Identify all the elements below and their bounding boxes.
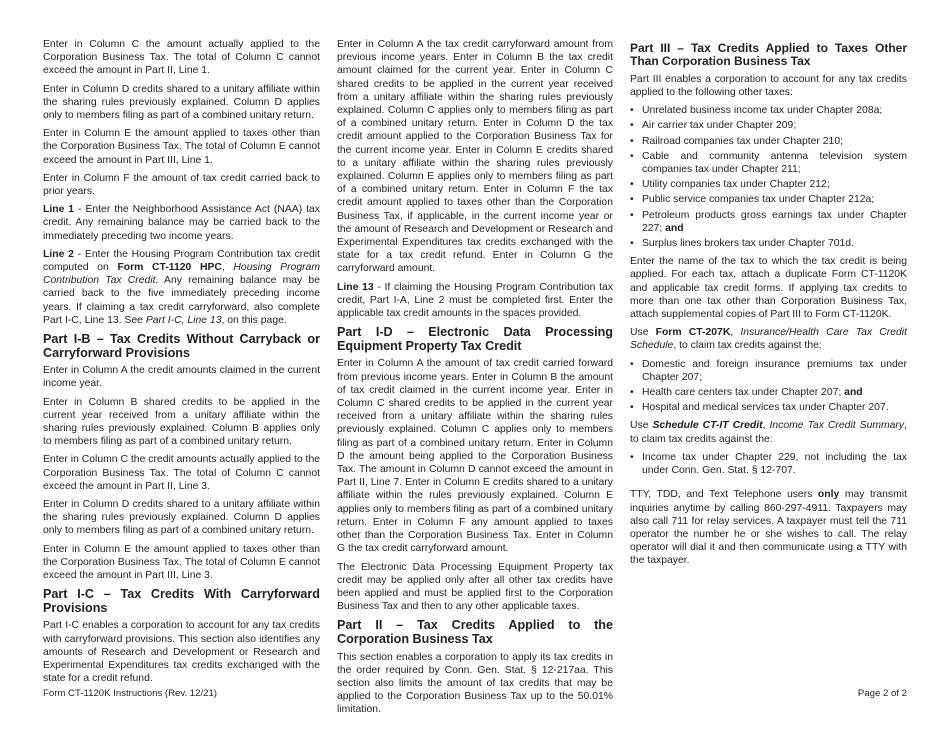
bullet-icon: •: [630, 209, 634, 221]
col1-paragraph: Enter in Column F the amount of tax credit carried back to prior years.: [43, 172, 320, 198]
part-iii-paragraph: Part III enables a corporation to account for any tax credits applied to the following other taxes:: [630, 73, 907, 99]
part-i-b-paragraph: Enter in Column C the credit amounts actually applied to the Corporation Business Tax. The total of Column C cannot exceed the amount in Part II, Line 3.: [43, 454, 320, 492]
bullet-icon: •: [630, 194, 634, 206]
list-item: • Income tax under Chapter 229, not including the tax under Conn. Gen. Stat. § 12-707.: [630, 451, 907, 477]
part-i-b-paragraph: Enter in Column D credits shared to a unitary affiliate within the sharing rules previously explained. Column D applies only to members filing as part of a combined unitary return.: [43, 499, 320, 537]
list-item: • Health care centers tax under Chapter 207; and: [630, 387, 863, 399]
form-title: Insurance/Health Care Tax Credit Schedule: [630, 327, 907, 352]
bullet-icon: •: [630, 179, 634, 191]
form-revision-footer: Form CT-1120K Instructions (Rev. 12/21): [43, 688, 217, 699]
bullet-icon: •: [630, 238, 634, 250]
other-taxes-list: [630, 104, 907, 250]
list-item: • Public service companies tax under Chapter 212a;: [630, 194, 875, 206]
and-word: and: [665, 222, 684, 234]
bullet-icon: •: [630, 120, 634, 132]
cross-reference: Part I-C, Line 13: [145, 314, 222, 326]
bullet-icon: •: [630, 358, 634, 370]
part-i-b-paragraph: Enter in Column B shared credits to be applied in the current year received from a unitary affiliate within the sharing rules previously explained. Column B applies only to members filing as part of a combined unitary return.: [43, 396, 320, 448]
line-13-instruction: Line 13 - If claiming the Housing Program Contribution tax credit, Part I-A, Line 2 must be completed first. Enter the applicable tax credit amounts in the spaces provided.: [337, 281, 613, 320]
list-item: • Utility companies tax under Chapter 212;: [630, 179, 830, 191]
list-item: • Air carrier tax under Chapter 209;: [630, 120, 797, 132]
bullet-icon: •: [630, 135, 634, 147]
insurance-taxes-list: [630, 358, 907, 415]
only-word: only: [817, 489, 840, 501]
part-i-b-paragraph: Enter in Column A the credit amounts claimed in the current income year.: [43, 365, 320, 390]
col1-paragraph: Enter in Column D credits shared to a unitary affiliate within the sharing rules previously explained. Column D applies only to members filing as part of a combined unitary return.: [43, 83, 320, 122]
list-item: • Unrelated business income tax under Chapter 208a;: [630, 105, 883, 117]
column-1: [43, 38, 320, 691]
list-item: • Domestic and foreign insurance premiums tax under Chapter 207;: [630, 358, 907, 383]
column-3: [630, 38, 907, 573]
list-item: • Railroad companies tax under Chapter 210;: [630, 135, 844, 147]
use-form-ct-207k: Use Form CT-207K, Insurance/Health Care Tax Credit Schedule, to claim tax credits against the:: [630, 327, 907, 352]
col2-paragraph: Enter in Column A the tax credit carryforward amount from previous income years. Enter in Column B the tax credit amount claimed for the current year. Enter in Column C shared credits to be applied in the current year received from a unitary affiliate within the sharing rules previously explained. Column C applies only to members filing as part of a combined unitary return. Enter in Column D the tax credit amount applied to the Corporation Business Tax for the current income year. Enter in Column E credits shared to a unitary affiliate within the sharing rules previously explained. Column E applies only to members filing as part of a combined unitary return. Enter in Column F the tax credit amount applied to taxes other than the Corporation Business Tax, if applicable, in the current income year or the amount of Research and Development or Research and Experimental Expenditures tax credits exchanged with the state for a tax credit refund. Enter in Column G the carryforward amount.: [337, 39, 613, 275]
line-1-label: Line 1: [43, 204, 75, 216]
line-2-label: Line 2: [43, 248, 74, 260]
heading-part-iii: Part III – Tax Credits Applied to Taxes Other Than Corporation Business Tax: [630, 41, 907, 69]
col1-paragraph: Enter in Column C the amount actually applied to the Corporation Business Tax. The total of Column C cannot exceed the amount in Part II, Line 1.: [43, 39, 320, 77]
part-i-b-paragraph: Enter in Column E the amount applied to taxes other than the Corporation Business Tax. The total of Column E cannot exceed the amount in Part III, Line 3.: [43, 543, 320, 582]
form-title: Income Tax Credit Summary: [769, 420, 905, 432]
page-number: Page 2 of 2: [857, 688, 907, 699]
use-schedule-ct-it: Use Schedule CT-IT Credit, Income Tax Credit Summary, to claim tax credits against the:: [630, 420, 907, 445]
bullet-icon: •: [630, 150, 634, 162]
line-1-instruction: Line 1 - Enter the Neighborhood Assistance Act (NAA) tax credit. Any remaining balance may be carried back to the immediately preceding two income years.: [43, 204, 320, 242]
form-title: Housing Program Contribution Tax Credit: [43, 262, 320, 287]
income-tax-list: [630, 451, 907, 477]
heading-part-i-b: Part I-B – Tax Credits Without Carryback or Carryforward Provisions: [43, 332, 320, 360]
part-ii-paragraph: This section enables a corporation to apply its tax credits in the order required by Conn. Gen. Stat. § 12-217aa. This section also limits the amount of tax credits that may be applied to the Corporation Business Tax up to the 50.01% limitation.: [337, 651, 613, 716]
bullet-icon: •: [630, 105, 634, 117]
heading-part-i-c: Part I-C – Tax Credits With Carryforward Provisions: [43, 587, 320, 615]
bullet-icon: •: [630, 387, 634, 399]
line-13-label: Line 13: [337, 281, 374, 293]
heading-part-i-d: Part I-D – Electronic Data Processing Equipment Property Tax Credit: [337, 325, 613, 353]
part-i-d-paragraph: The Electronic Data Processing Equipment Property tax credit may be applied only after all other tax credits have been applied and must be applied first to the Corporation Business Tax and then to any other applicable taxes.: [337, 561, 613, 613]
part-iii-paragraph: Enter the name of the tax to which the tax credit is being applied. For each tax, attach a duplicate Form CT-1120K and applicable tax credit forms. If applying tax credits to more than one tax other than Corporation Business Tax, attach supplemental copies of Part III to Form CT-1120K.: [630, 256, 907, 321]
tty-paragraph: TTY, TDD, and Text Telephone users only may transmit inquiries anytime by calling 860-297-4911. Taxpayers may also call 711 for relay services. A taxpayer must tell the 711 operator the number he or she wishes to call. The relay operator will dial it and then communicate using a TTY with the taxpayer.: [630, 489, 907, 567]
form-ct-207k: Form CT-207K: [655, 327, 731, 339]
bullet-icon: •: [630, 451, 634, 463]
form-ct-1120-hpc: Form CT-1120 HPC: [117, 262, 222, 274]
part-i-d-paragraph: Enter in Column A the amount of tax credit carried forward from previous income years. Enter in Column B the amount of tax credit claimed in the current income year. Enter in Column C shared credits to be applied in the current year received from a unitary affiliate within the sharing rules previously explained. Column C applies only to members filing as part of a combined unitary return. Enter in Column D the amount being applied to the Corporation Business Tax. The amount in Column D cannot exceed the amount in Part II, Line 7. Enter in Column E credits shared to a unitary affiliate within the rules previously explained. Column E applies only to members filing as part of a combined unitary return. Enter in Column F any amount applied to taxes other than the Corporation Business Tax. Enter in Column G the tax credit carryforward amount.: [337, 358, 613, 555]
col1-paragraph: Enter in Column E the amount applied to taxes other than the Corporation Business Tax. The total of Column E cannot exceed the amount in Part III, Line 1.: [43, 128, 320, 166]
list-item: • Surplus lines brokers tax under Chapter 701d.: [630, 238, 854, 250]
list-item: • Hospital and medical services tax under Chapter 207.: [630, 402, 889, 414]
column-2: [337, 38, 613, 722]
heading-part-ii: Part II – Tax Credits Applied to the Corporation Business Tax: [337, 618, 613, 646]
line-2-instruction: Line 2 - Enter the Housing Program Contribution tax credit computed on Form CT-1120 HPC, Housing Program Contribution Tax Credit. Any remaining balance may be carried back to the five immediately preceding income years. If claiming a tax credit carryforward, also complete Part I-C, Line 13. See Part I-C, Line 13, on this page.: [43, 248, 320, 326]
list-item: • Petroleum products gross earnings tax under Chapter 227; and: [630, 209, 907, 234]
bullet-icon: •: [630, 402, 634, 414]
and-word: and: [844, 387, 863, 399]
schedule-ct-it-credit: Schedule CT-IT Credit: [652, 420, 763, 432]
part-i-c-paragraph: Part I-C enables a corporation to account for any tax credits with carryforward provisions. This section also identifies any amounts of Research and Development or Research and Experimental Expenditures tax credits exchanged with the state for a credit refund.: [43, 620, 320, 685]
list-item: • Cable and community antenna television system companies tax under Chapter 211;: [630, 150, 907, 176]
